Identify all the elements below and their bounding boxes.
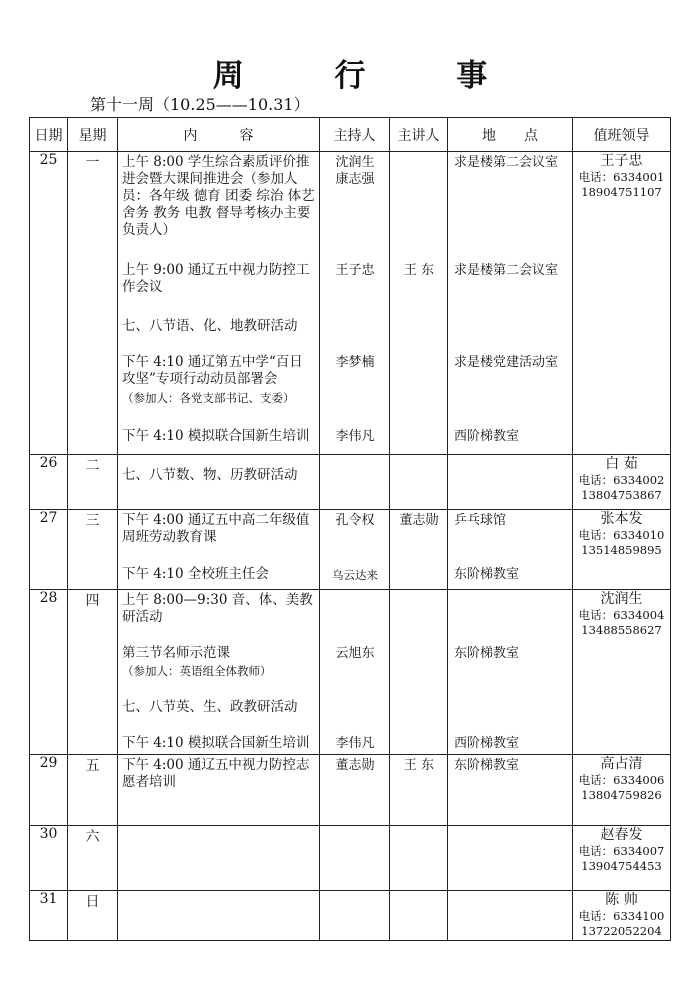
event-speaker: 董志勋 bbox=[399, 513, 439, 528]
header-speaker: 主讲人 bbox=[390, 118, 448, 152]
table-row bbox=[30, 152, 671, 455]
date-cell: 27 bbox=[30, 510, 68, 590]
content-cell bbox=[118, 826, 320, 891]
event-title: 下午 4:10 模拟联合国新生培训 bbox=[122, 428, 310, 444]
weekday-cell: 四 bbox=[68, 590, 118, 755]
table-row bbox=[30, 891, 671, 941]
event-title: 七、八节英、生、政教研活动 bbox=[122, 699, 298, 715]
event-host: 李伟凡 bbox=[335, 429, 375, 444]
content-cell bbox=[118, 510, 320, 590]
content-cell bbox=[118, 590, 320, 755]
header-content: 内 容 bbox=[118, 118, 320, 152]
event-place: 东阶梯教室 bbox=[454, 567, 520, 582]
place-cell bbox=[448, 152, 573, 455]
duty-phone: 电话：6334100 bbox=[578, 909, 665, 923]
host-cell bbox=[320, 510, 390, 590]
duty-cell bbox=[573, 455, 671, 510]
page-title: 周 行 事 bbox=[212, 58, 528, 94]
event-title: 下午 4:10 通辽第五中学“百日攻坚”专项行动动员部署会 bbox=[122, 354, 303, 387]
duty-phone: 电话：6334006 bbox=[578, 773, 665, 787]
place-cell bbox=[448, 826, 573, 891]
event-place: 求是楼党建活动室 bbox=[454, 355, 559, 370]
header-place: 地 点 bbox=[448, 118, 573, 152]
duty-mobile: 13804759826 bbox=[581, 788, 662, 802]
date-cell: 30 bbox=[30, 826, 68, 891]
event-host: 李梦楠 bbox=[335, 355, 375, 370]
duty-name: 赵春发 bbox=[600, 827, 643, 843]
date-cell: 29 bbox=[30, 755, 68, 826]
place-cell bbox=[448, 755, 573, 826]
event-host: 沈润生 康志强 bbox=[335, 155, 375, 187]
place-cell bbox=[448, 510, 573, 590]
speaker-cell bbox=[390, 891, 448, 941]
duty-name: 王子忠 bbox=[600, 153, 643, 169]
event-title: 下午 4:10 模拟联合国新生培训 bbox=[122, 735, 310, 751]
duty-mobile: 18904751107 bbox=[581, 185, 662, 199]
weekday-cell: 六 bbox=[68, 826, 118, 891]
duty-phone: 电话：6334004 bbox=[578, 608, 665, 622]
table-row bbox=[30, 590, 671, 755]
week-subtitle: 第十一周（10.25——10.31） bbox=[90, 95, 310, 114]
duty-cell bbox=[573, 826, 671, 891]
host-cell bbox=[320, 826, 390, 891]
duty-cell bbox=[573, 590, 671, 755]
content-cell bbox=[118, 455, 320, 510]
event-title: 下午 4:10 全校班主任会 bbox=[122, 566, 269, 582]
date-cell: 26 bbox=[30, 455, 68, 510]
duty-name: 陈 帅 bbox=[605, 892, 638, 908]
event-place: 求是楼第二会议室 bbox=[454, 263, 559, 278]
content-cell bbox=[118, 755, 320, 826]
event-title: 七、八节数、物、历教研活动 bbox=[122, 467, 298, 483]
date-cell: 28 bbox=[30, 590, 68, 755]
event-host: 王子忠 bbox=[335, 263, 375, 278]
table-row bbox=[30, 510, 671, 590]
duty-name: 高占清 bbox=[600, 756, 643, 772]
duty-cell bbox=[573, 152, 671, 455]
speaker-cell bbox=[390, 510, 448, 590]
event-place: 求是楼第二会议室 bbox=[454, 155, 559, 170]
event-speaker: 王 东 bbox=[403, 263, 435, 278]
duty-mobile: 13804753867 bbox=[581, 488, 662, 502]
event-place: 乒乓球馆 bbox=[454, 513, 507, 528]
place-cell bbox=[448, 455, 573, 510]
header-row bbox=[30, 118, 671, 152]
event-title: 上午 9:00 通辽五中视力防控工作会议 bbox=[122, 262, 310, 295]
header-host: 主持人 bbox=[320, 118, 390, 152]
duty-mobile: 13514859895 bbox=[581, 543, 662, 557]
host-cell bbox=[320, 891, 390, 941]
event-title: 上午 8:00—9:30 音、体、美教研活动 bbox=[122, 592, 313, 625]
content-cell bbox=[118, 152, 320, 455]
date-cell: 25 bbox=[30, 152, 68, 455]
table-row bbox=[30, 455, 671, 510]
weekday-cell: 五 bbox=[68, 755, 118, 826]
table-row bbox=[30, 755, 671, 826]
host-cell bbox=[320, 755, 390, 826]
event-title: 下午 4:00 通辽五中视力防控志愿者培训 bbox=[122, 757, 310, 790]
event-note: （参加人：各党支部书记、支委） bbox=[122, 391, 295, 405]
weekday-cell: 日 bbox=[68, 891, 118, 941]
event-title: 上午 8:00 学生综合素质评价推进会暨大课间推进会（参加人员：各年级 德育 团委 综治 体艺 舍务 教务 电教 督导考核办主要负责人） bbox=[122, 154, 315, 238]
event-place: 西阶梯教室 bbox=[454, 429, 520, 444]
header-duty: 值班领导 bbox=[573, 118, 671, 152]
duty-mobile: 13722052204 bbox=[581, 924, 662, 938]
event-title: 下午 4:00 通辽五中高二年级值周班劳动教育课 bbox=[122, 512, 310, 545]
event-title: 七、八节语、化、地教研活动 bbox=[122, 318, 298, 334]
duty-name: 张本发 bbox=[600, 511, 643, 527]
event-host: 孔令权 bbox=[335, 513, 375, 528]
content-cell bbox=[118, 891, 320, 941]
host-cell bbox=[320, 152, 390, 455]
duty-mobile: 13904754453 bbox=[581, 859, 662, 873]
duty-mobile: 13488558627 bbox=[581, 623, 662, 637]
duty-phone: 电话：6334010 bbox=[578, 528, 665, 542]
event-host: 云旭东 bbox=[335, 646, 375, 661]
event-host: 董志勋 bbox=[335, 758, 375, 773]
place-cell bbox=[448, 590, 573, 755]
duty-phone: 电话：6334007 bbox=[578, 844, 665, 858]
event-place: 东阶梯教室 bbox=[454, 646, 520, 661]
host-cell bbox=[320, 590, 390, 755]
event-title: 第三节名师示范课 bbox=[122, 645, 230, 661]
duty-phone: 电话：6334002 bbox=[578, 473, 665, 487]
event-place: 东阶梯教室 bbox=[454, 758, 520, 773]
weekday-cell: 二 bbox=[68, 455, 118, 510]
event-host: 李伟凡 bbox=[335, 736, 375, 751]
host-cell bbox=[320, 455, 390, 510]
event-host: 乌云达来 bbox=[332, 568, 378, 582]
header-weekday: 星期 bbox=[68, 118, 118, 152]
duty-cell bbox=[573, 755, 671, 826]
duty-cell bbox=[573, 891, 671, 941]
event-speaker: 王 东 bbox=[403, 758, 435, 773]
duty-cell bbox=[573, 510, 671, 590]
schedule-table bbox=[29, 117, 671, 941]
speaker-cell bbox=[390, 152, 448, 455]
weekday-cell: 一 bbox=[68, 152, 118, 455]
weekday-cell: 三 bbox=[68, 510, 118, 590]
speaker-cell bbox=[390, 755, 448, 826]
place-cell bbox=[448, 891, 573, 941]
duty-name: 白 茹 bbox=[605, 456, 638, 472]
event-place: 西阶梯教室 bbox=[454, 736, 520, 751]
duty-phone: 电话：6334001 bbox=[578, 170, 665, 184]
date-cell: 31 bbox=[30, 891, 68, 941]
duty-name: 沈润生 bbox=[600, 591, 643, 607]
speaker-cell bbox=[390, 590, 448, 755]
event-note: （参加人：英语组全体教师） bbox=[122, 664, 272, 678]
table-row bbox=[30, 826, 671, 891]
speaker-cell bbox=[390, 455, 448, 510]
header-date: 日期 bbox=[30, 118, 68, 152]
speaker-cell bbox=[390, 826, 448, 891]
